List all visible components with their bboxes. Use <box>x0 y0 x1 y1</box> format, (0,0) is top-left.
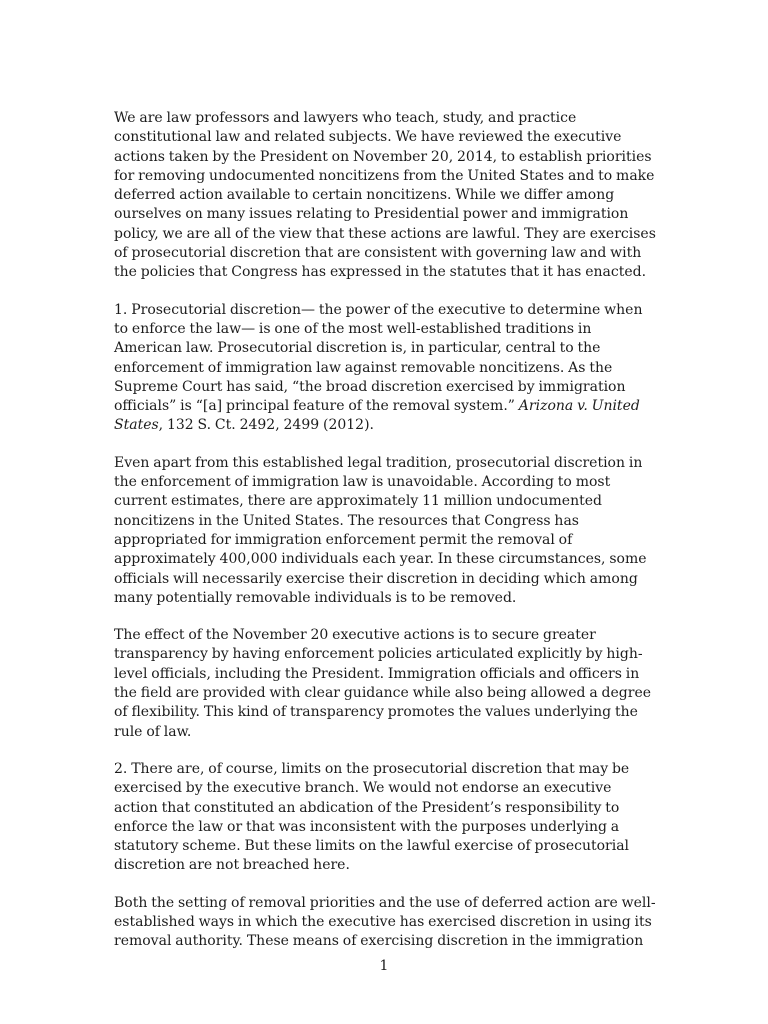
page-number: 1 <box>379 958 389 974</box>
citation-reporter: , 132 S. Ct. 2492, 2499 (2012). <box>158 417 374 434</box>
point-1-text: 1. Prosecutorial discretion— the power of the executive to determine when to enforce the law— is one of the most well-established traditions in American law. Prosecutorial discretion is, in particular, central to the enforcement of immigration law against removable noncitizens. As the Supreme Court has said, “the broad discretion exercised by immigration officials” is “[a] principal feature of the removal system.” <box>114 301 643 415</box>
removal-priorities-paragraph: Both the setting of removal priorities and the use of deferred action are well-established ways in which the executive has exercised discretion in using its removal authority. These means of exercising discretion in the immigration <box>114 894 656 950</box>
transparency-paragraph: The effect of the November 20 executive actions is to secure greater transparency by having enforcement policies articulated explicitly by high-level officials, including the President. Immigration officials and officers in the field are provided with clear guidance while also being allowed a degree of flexibility. This kind of transparency promotes the values underlying the rule of law. <box>114 627 652 740</box>
point-1-paragraph <box>114 301 659 436</box>
point-2-paragraph: 2. There are, of course, limits on the prosecutorial discretion that may be exercised by the executive branch. We would not endorse an executive action that constituted an abdication of the President’s responsibility to enforce the law or that was inconsistent with the purposes underlying a statutory scheme. But these limits on the lawful exercise of prosecutorial discretion are not breached here. <box>114 760 630 874</box>
case-citation: Arizona v. United States <box>114 398 640 434</box>
intro-paragraph: We are law professors and lawyers who teach, study, and practice constitutional law and related subjects. We have reviewed the executive actions taken by the President on November 20, 2014, to establish priorities for removing undocumented noncitizens from the United States and to make deferred action available to certain noncitizens. While we differ among ourselves on many issues relating to Presidential power and immigration policy, we are all of the view that these actions are lawful. They are exercises of prosecutorial discretion that are consistent with governing law and with the policies that Congress has expressed in the statutes that it has enacted. <box>114 110 656 281</box>
document-body <box>114 109 659 952</box>
enforcement-paragraph: Even apart from this established legal tradition, prosecutorial discretion in the enforcement of immigration law is unavoidable. According to most current estimates, there are approximately 11 million undocumented noncitizens in the United States. The resources that Congress has appropriated for immigration enforcement permit the removal of approximately 400,000 individuals each year. In these circumstances, some officials will necessarily exercise their discretion in deciding which among many potentially removable individuals is to be removed. <box>114 454 647 606</box>
